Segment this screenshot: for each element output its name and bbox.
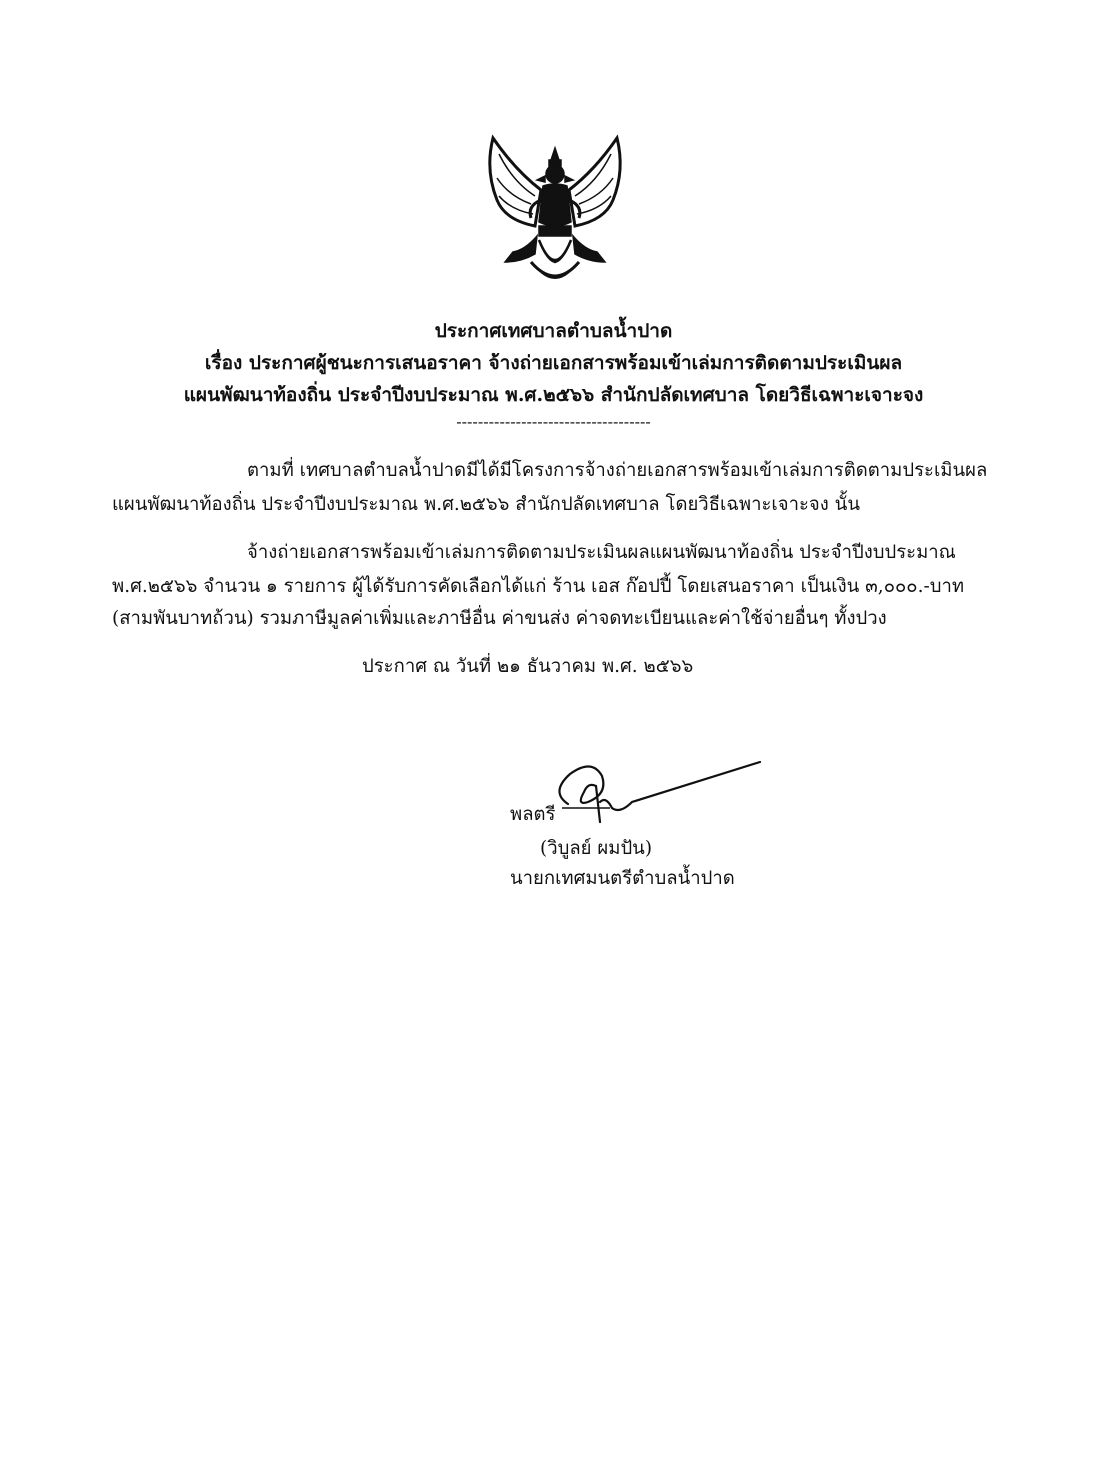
paragraph-1-line-2: แผนพัฒนาท้องถิ่น ประจำปีงบประมาณ พ.ศ.๒๕๖๖ สำนักปลัดเทศบาล โดยวิธีเฉพาะเจาะจง นั้น [112, 494, 860, 515]
announcement-date: ประกาศ ณ วันที่ ๒๑ ธันวาคม พ.ศ. ๒๕๖๖ [362, 656, 694, 677]
paragraph-2-line-3: (สามพันบาทถ้วน) รวมภาษีมูลค่าเพิ่มและภาษีอื่น ค่าขนส่ง ค่าจดทะเบียนและค่าใช้จ่ายอื่นๆ ทั้งปวง [112, 608, 887, 629]
paragraph-2-line-2: พ.ศ.๒๕๖๖ จำนวน ๑ รายการ ผู้ได้รับการคัดเลือกได้แก่ ร้าน เอส ก๊อปปี้ โดยเสนอราคา เป็นเงิน ๓,๐๐๐.-บาท [112, 576, 965, 597]
signer-rank: พลตรี [510, 804, 556, 825]
signer-name: (วิบูลย์ ผมปัน) [540, 838, 653, 859]
paragraph-1-line-1: ตามที่ เทศบาลตำบลน้ำปาดมีได้มีโครงการจ้างถ่ายเอกสารพร้อมเข้าเล่มการติดตามประเมินผล [247, 460, 988, 481]
announcement-title: ประกาศเทศบาลตำบลน้ำปาด [434, 320, 673, 342]
handwritten-signature [540, 752, 765, 832]
paragraph-2-line-1: จ้างถ่ายเอกสารพร้อมเข้าเล่มการติดตามประเมินผลแผนพัฒนาท้องถิ่น ประจำปีงบประมาณ [247, 542, 956, 563]
announcement-subject: เรื่อง ประกาศผู้ชนะการเสนอราคา จ้างถ่ายเอกสารพร้อมเข้าเล่มการติดตามประเมินผล [204, 352, 903, 374]
announcement-subject-cont: แผนพัฒนาท้องถิ่น ประจำปีงบประมาณ พ.ศ.๒๕๖๖ สำนักปลัดเทศบาล โดยวิธีเฉพาะเจาะจง [183, 384, 924, 406]
garuda-emblem-icon [475, 130, 635, 292]
signer-position: นายกเทศมนตรีตำบลน้ำปาด [510, 868, 735, 889]
separator-line: ------------------------------------ [456, 412, 651, 431]
